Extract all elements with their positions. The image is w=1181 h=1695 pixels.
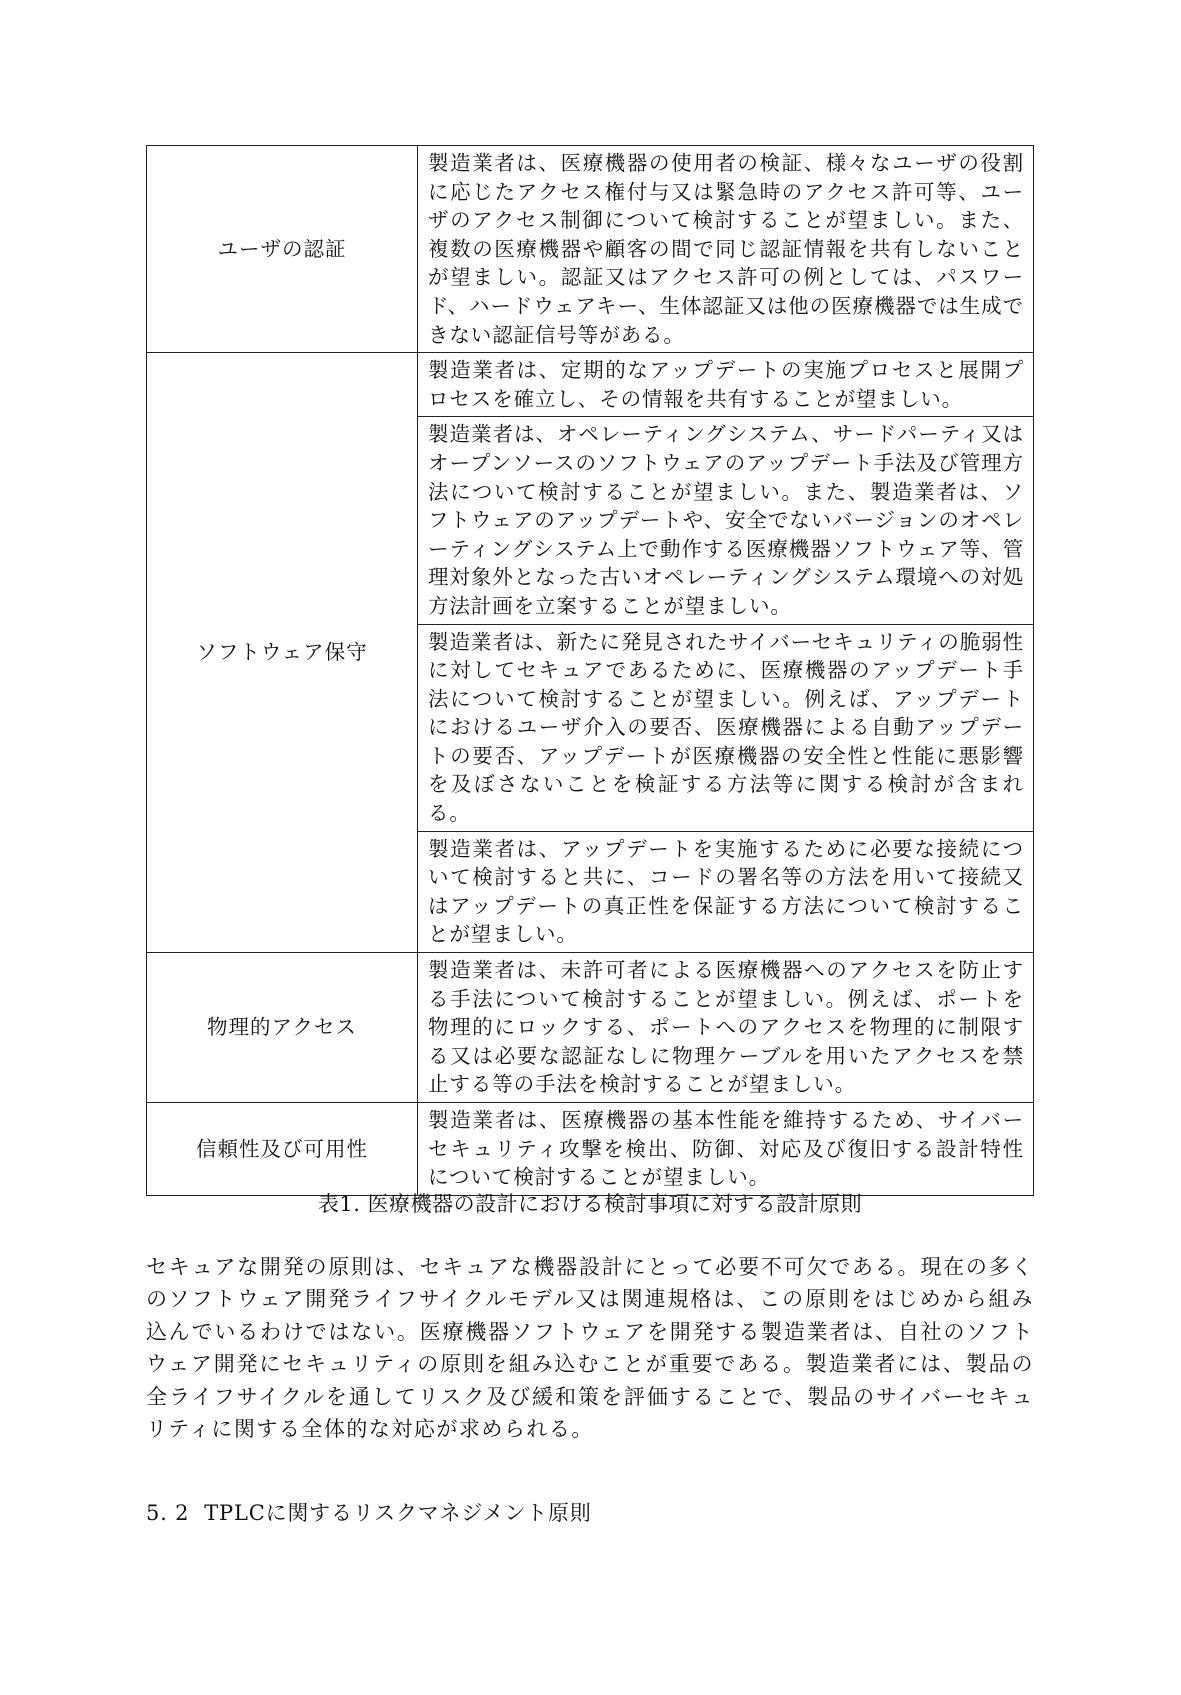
category-cell: ソフトウェア保守 xyxy=(147,353,418,953)
table-row xyxy=(147,1103,1034,1196)
description-cell: 製造業者は、医療機器の使用者の検証、様々なユーザの役割に応じたアクセス権付与又は緊急時のアクセス許可等、ユーザのアクセス制御について検討することが望ましい。また、複数の医療機器や顧客の間で同じ認証情報を共有しないことが望ましい。認証又はアクセス許可の例としては、パスワード、ハードウェアキー、生体認証又は他の医療機器では生成できない認証信号等がある。 xyxy=(418,146,1034,353)
section-heading: 5. 2 TPLCに関するリスクマネジメント原則 xyxy=(146,1501,592,1525)
category-cell: 信頼性及び可用性 xyxy=(147,1103,418,1196)
description-cell: 製造業者は、医療機器の基本性能を維持するため、サイバーセキュリティ攻撃を検出、防御、対応及び復旧する設計特性について検討することが望ましい。 xyxy=(418,1103,1034,1196)
design-principles-table xyxy=(146,145,1034,1196)
description-cell: 製造業者は、新たに発見されたサイバーセキュリティの脆弱性に対してセキュアであるために、医療機器のアップデート手法について検討することが望ましい。例えば、アップデートにおけるユーザ介入の要否、医療機器による自動アップデートの要否、アップデートが医療機器の安全性と性能に悪影響を及ぼさないことを検証する方法等に関する検討が含まれる。 xyxy=(418,624,1034,831)
table-caption: 表1. 医療機器の設計における検討事項に対する設計原則 xyxy=(317,1192,863,1216)
table-row xyxy=(147,953,1034,1103)
table-row xyxy=(147,353,1034,417)
description-cell: 製造業者は、アップデートを実施するために必要な接続について検討すると共に、コードの署名等の方法を用いて接続又はアップデートの真正性を保証する方法について検討することが望ましい。 xyxy=(418,831,1034,952)
description-cell: 製造業者は、オペレーティングシステム、サードパーティ又はオープンソースのソフトウェアのアップデート手法及び管理方法について検討することが望ましい。また、製造業者は、ソフトウェアのアップデートや、安全でないバージョンのオペレーティングシステム上で動作する医療機器ソフトウェア等、管理対象外となった古いオペレーティングシステム環境への対処方法計画を立案することが望ましい。 xyxy=(418,417,1034,624)
category-cell: 物理的アクセス xyxy=(147,953,418,1103)
table-row xyxy=(147,146,1034,353)
description-cell: 製造業者は、未許可者による医療機器へのアクセスを防止する手法について検討することが望ましい。例えば、ポートを物理的にロックする、ポートへのアクセスを物理的に制限する又は必要な認証なしに物理ケーブルを用いたアクセスを禁止する等の手法を検討することが望ましい。 xyxy=(418,953,1034,1103)
description-cell: 製造業者は、定期的なアップデートの実施プロセスと展開プロセスを確立し、その情報を共有することが望ましい。 xyxy=(418,353,1034,417)
category-cell: ユーザの認証 xyxy=(147,146,418,353)
body-paragraph: セキュアな開発の原則は、セキュアな機器設計にとって必要不可欠である。現在の多くのソフトウェア開発ライフサイクルモデル又は関連規格は、この原則をはじめから組み込んでいるわけではない。医療機器ソフトウェアを開発する製造業者は、自社のソフトウェア開発にセキュリティの原則を組み込むことが重要である。製造業者には、製品の全ライフサイクルを通してリスク及び緩和策を評価することで、製品のサイバーセキュリティに関する全体的な対応が求められる。 xyxy=(146,1255,1034,1442)
